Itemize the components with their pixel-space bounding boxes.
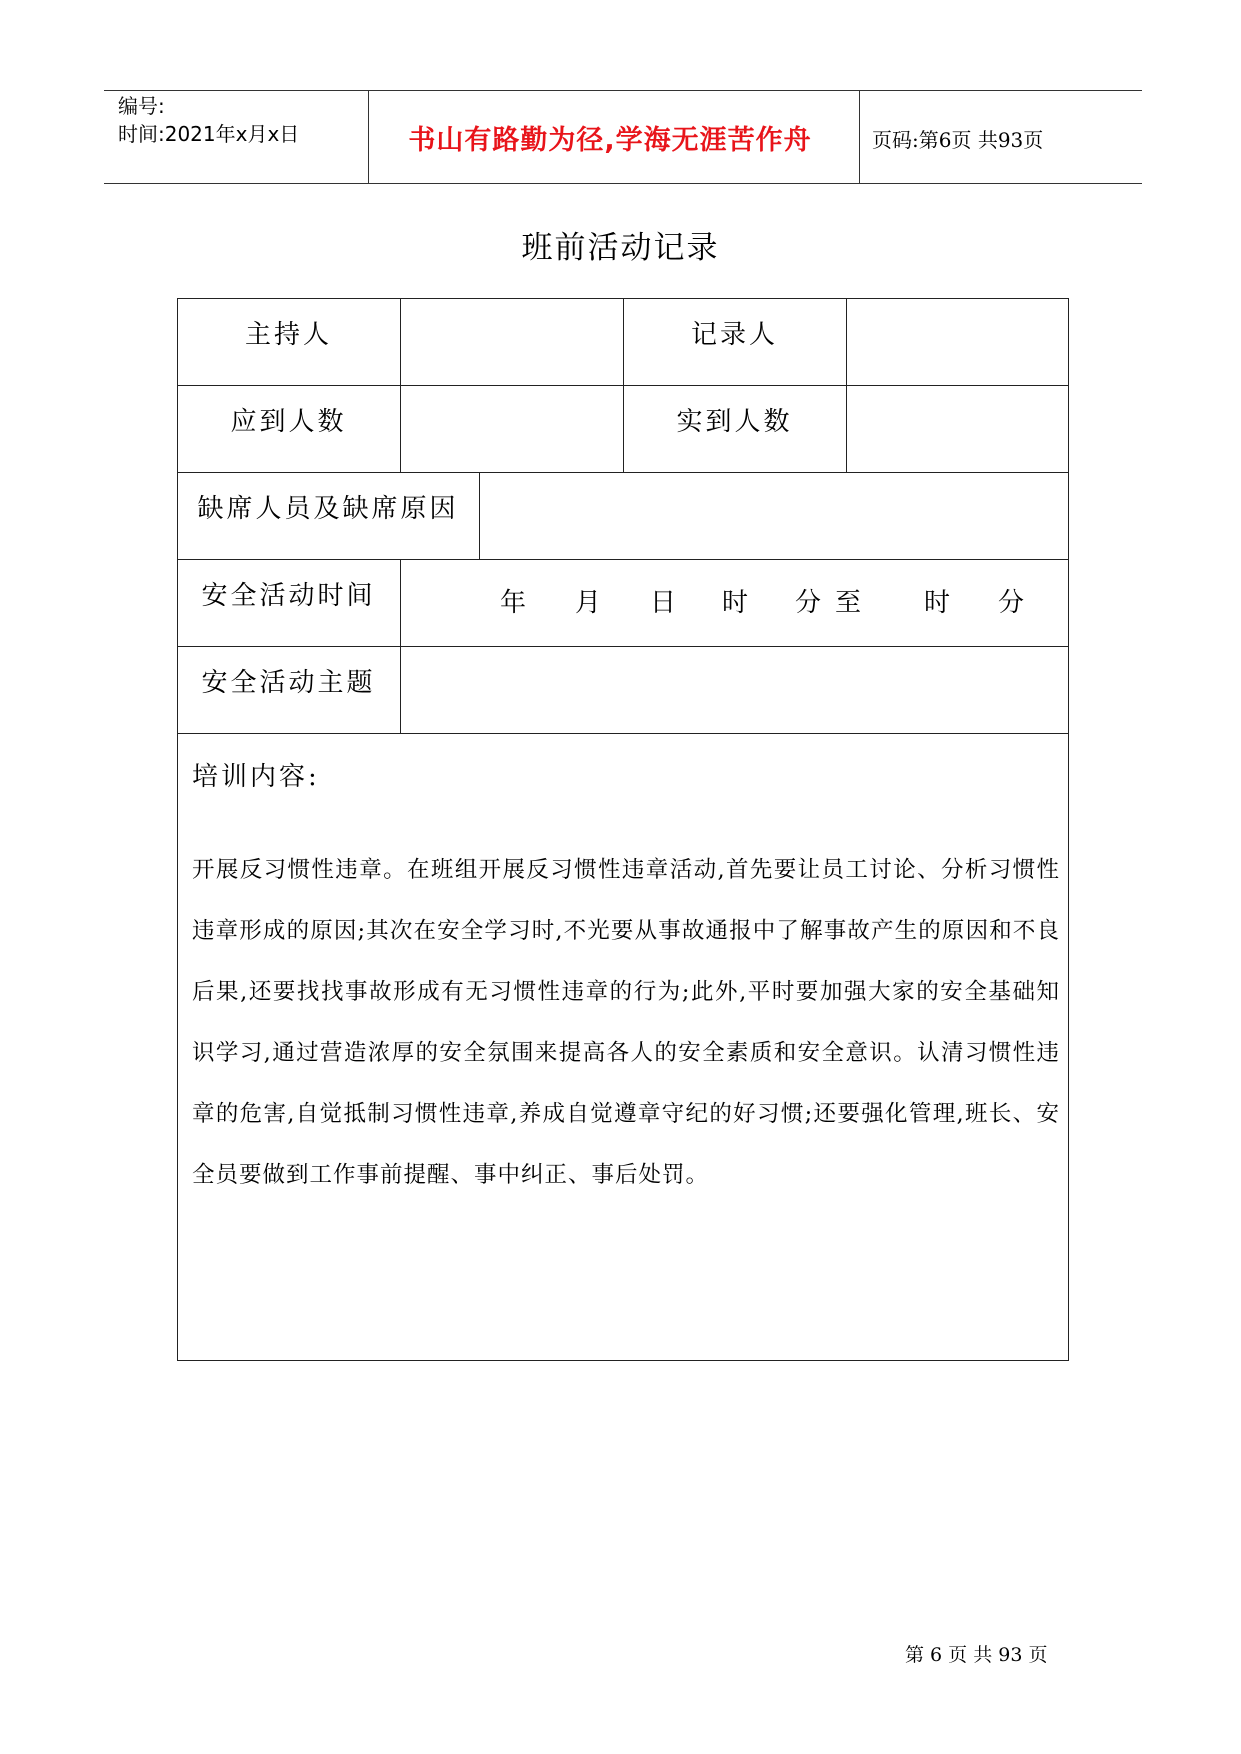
time-unit-day: 日 (650, 588, 677, 618)
absent-label: 缺席人员及缺席原因 (197, 494, 459, 524)
header-meta (118, 92, 299, 148)
row-rule (177, 472, 1069, 473)
training-content-text: 开展反习惯性违章。在班组开展反习惯性违章活动,首先要让员工讨论、分析习惯性违章形成的原因;其次在安全学习时,不光要从事故通报中了解事故产生的原因和不良后果,还要找找事故形成有无习惯性违章的行为;此外,平时要加强大家的安全基础知识学习,通过营造浓厚的安全氛围来提高各人的安全素质和安全意识。认清习惯性违章的危害,自觉抵制习惯性违章,养成自觉遵章守纪的好习惯;还要强化管理,班长、安全员要做到工作事前提醒、事中纠正、事后处罚。 (192, 857, 1060, 1188)
col-rule (479, 472, 480, 559)
header-divider-right (859, 90, 860, 183)
row-rule (177, 559, 1069, 560)
header-bottom-rule (104, 183, 1142, 184)
number-label: 编号: (118, 94, 165, 118)
row-rule (177, 646, 1069, 647)
host-label: 主持人 (244, 320, 332, 350)
time-unit-minute-to: 分至 (795, 588, 876, 618)
training-content-label: 培训内容: (192, 762, 320, 792)
actual-count-label: 实到人数 (676, 407, 793, 437)
col-rule (400, 298, 401, 472)
recorder-label: 记录人 (690, 320, 778, 350)
time-unit-year: 年 (500, 588, 527, 618)
col-rule (846, 298, 847, 472)
page-title: 班前活动记录 (521, 230, 720, 266)
col-rule (400, 559, 401, 733)
expected-count-label: 应到人数 (230, 407, 347, 437)
header-divider-left (368, 90, 369, 183)
time-unit-month: 月 (575, 588, 602, 618)
footer-page-number: 第 6 页 共 93 页 (905, 1644, 1048, 1666)
time-unit-hour-end: 时 (924, 588, 951, 618)
row-rule (177, 733, 1069, 734)
time-label: 时间:2021年x月x日 (118, 122, 300, 146)
activity-topic-label: 安全活动主题 (201, 668, 376, 698)
header-top-rule (104, 90, 1142, 91)
time-unit-minute-end: 分 (998, 588, 1025, 618)
activity-time-label: 安全活动时间 (201, 581, 376, 611)
time-unit-hour: 时 (722, 588, 749, 618)
page-info: 页码:第6页 共93页 (872, 128, 1044, 152)
motto: 书山有路勤为径,学海无涯苦作舟 (408, 125, 812, 156)
